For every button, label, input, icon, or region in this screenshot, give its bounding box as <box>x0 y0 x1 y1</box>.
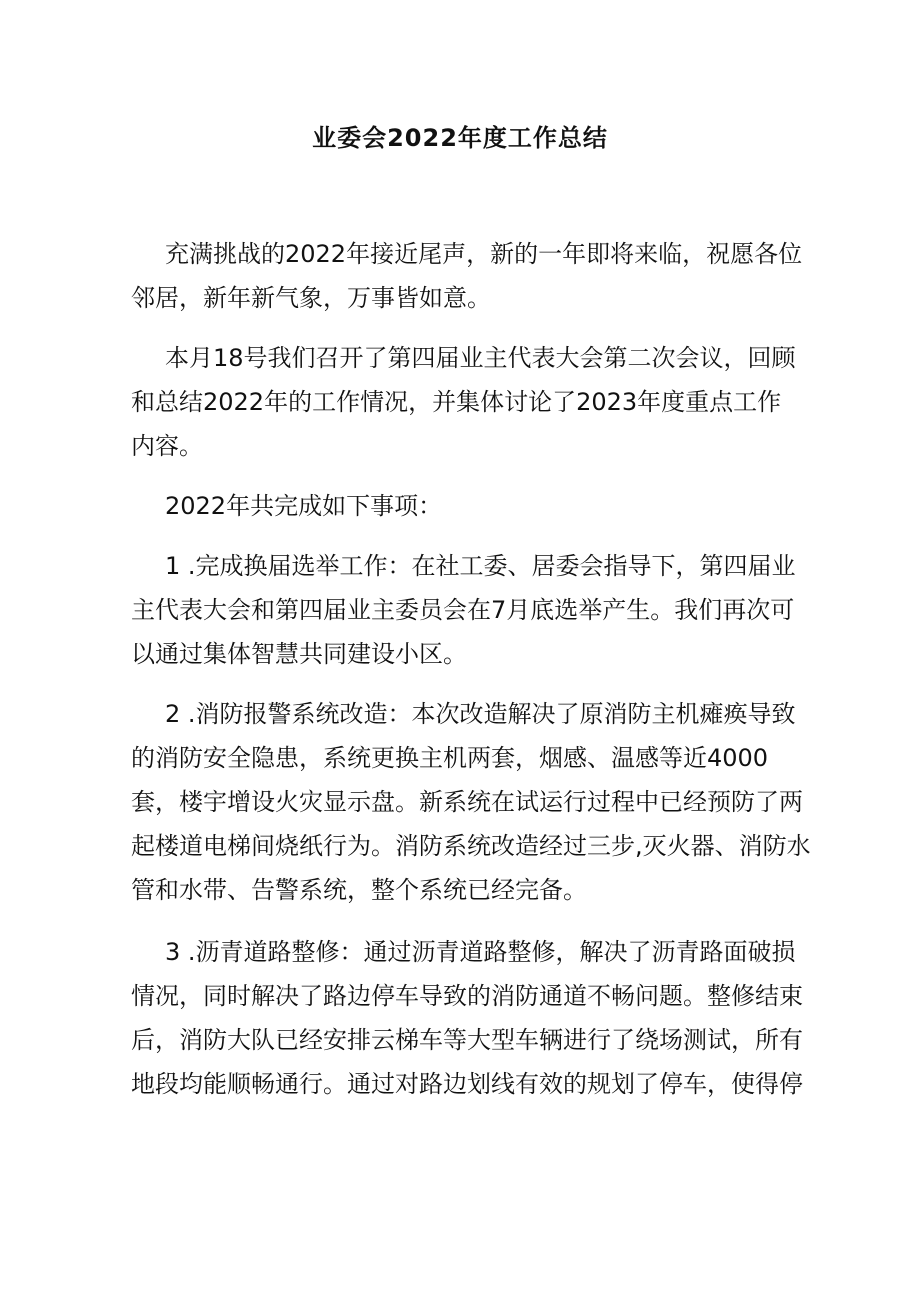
text-line: 2 .消防报警系统改造：本次改造解决了原消防主机瘫痪导致 <box>165 700 796 728</box>
text-line: 1 .完成换届选举工作：在社工委、居委会指导下，第四届业 <box>165 552 796 580</box>
text-line: 后，消防大队已经安排云梯车等大型车辆进行了绕场测试，所有 <box>131 1026 803 1054</box>
text-line: 主代表大会和第四届业主委员会在7月底选举产生。我们再次可 <box>131 596 795 624</box>
text-line: 充满挑战的2022年接近尾声，新的一年即将来临，祝愿各位 <box>165 240 803 268</box>
text-line: 和总结2022年的工作情况，并集体讨论了2023年度重点工作 <box>131 388 782 416</box>
text-line: 情况，同时解决了路边停车导致的消防通道不畅问题。整修结束 <box>131 982 803 1010</box>
text-line: 地段均能顺畅通行。通过对路边划线有效的规划了停车，使得停 <box>131 1070 803 1098</box>
paragraph-greeting <box>131 232 803 320</box>
text-line: 管和水带、告警系统，整个系统已经完备。 <box>131 876 587 904</box>
text-line: 2022年共完成如下事项： <box>165 492 443 520</box>
paragraph-item-3 <box>131 930 803 1106</box>
text-line: 3 .沥青道路整修：通过沥青道路整修，解决了沥青路面破损 <box>165 938 796 966</box>
paragraph-summary-intro <box>131 484 795 528</box>
text-line: 套，楼宇增设火灾显示盘。新系统在试运行过程中已经预防了两 <box>131 788 803 816</box>
paragraph-item-1 <box>131 544 795 676</box>
document-title: 业委会2022年度工作总结 <box>312 124 608 152</box>
text-line: 本月18号我们召开了第四届业主代表大会第二次会议，回顾 <box>165 344 796 372</box>
paragraph-meeting <box>131 336 795 468</box>
text-line: 邻居，新年新气象，万事皆如意。 <box>131 284 491 312</box>
text-line: 的消防安全隐患，系统更换主机两套，烟感、温感等近4000 <box>131 744 769 772</box>
text-line: 起楼道电梯间烧纸行为。消防系统改造经过三步,灭火器、消防水 <box>131 832 811 860</box>
text-line: 内容。 <box>131 432 203 460</box>
paragraph-item-2 <box>131 692 811 912</box>
text-line: 以通过集体智慧共同建设小区。 <box>131 640 467 668</box>
document-body <box>131 232 811 1106</box>
